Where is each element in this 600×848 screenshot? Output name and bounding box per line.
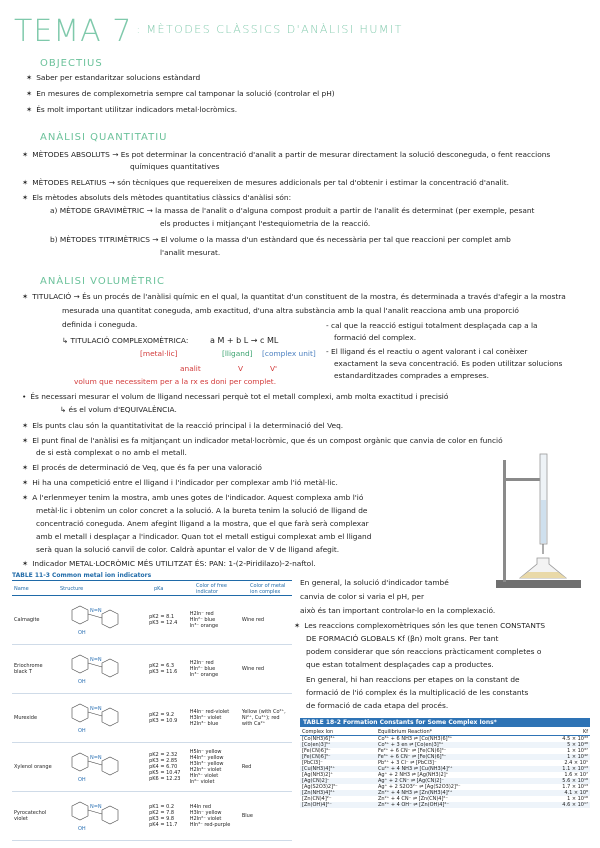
table-cell: [PbCl3]⁻	[302, 760, 323, 766]
note-red: volum que necessitem per a la rx es doni per complet.	[74, 377, 277, 386]
svg-text:N=N: N=N	[90, 657, 103, 663]
text-line: ✶ Hi ha una competició entre el lligand i l'indicador per complexar amb l'ió metàl·lic.	[22, 478, 338, 487]
text-line: definida i coneguda.	[62, 320, 138, 329]
table-cell: Pb²⁺ + 3 Cl⁻ ⇌ [PbCl3]⁻	[378, 760, 437, 766]
table-cell: 1 × 10³⁷	[567, 748, 588, 754]
text-line: En general, la solució d'indicador també	[300, 578, 449, 587]
table-cell: Zn²⁺ + 4 NH3 ⇌ [Zn(NH3)4]²⁺	[378, 790, 453, 796]
svg-text:N=N: N=N	[90, 706, 103, 712]
burette-liquid	[541, 500, 546, 543]
structure-drawing	[56, 698, 147, 738]
table-cell: Yellow (with Co²⁺, Ni²⁺, Cu²⁺); red with Ca²⁺	[241, 709, 286, 727]
text-line: ✶ Els mètodes absoluts dels mètodes quantitatius clàssics d'anàlisi són:	[22, 193, 292, 202]
table-cell: pK1 = 0.2 pK2 = 7.8 pK3 = 9.8 pK4 = 11.7	[149, 804, 178, 828]
page-title	[14, 14, 403, 49]
label-analit: analit	[180, 364, 201, 373]
objectiu-item: ✶ És molt important utilitzar indicadors metal·locròmics.	[26, 105, 238, 114]
table-cell: Ag⁺ + 2 S2O3²⁻ ⇌ [Ag(S2O3)2]³⁻	[378, 784, 461, 790]
text-line: - El lligand és el reactiu o agent valorant i cal conèixer	[326, 347, 528, 356]
text-line: serà quan la solució canviï de color. Caldrà apuntar el valor de V de lligand afegit.	[36, 545, 340, 554]
clamp-arm	[503, 478, 543, 481]
text-line: químiques quantitatives	[130, 162, 220, 171]
table-cell: 5.6 × 10¹⁸	[562, 778, 588, 784]
text-line: • És necessari mesurar el volum de lligand necessari perquè tot el metall complexi, amb molta exactitud i precisió	[22, 392, 449, 401]
text-line: formació de l'ió complex és la multiplicació de les constants	[306, 688, 529, 697]
text-line: els productes i mitjançant l'estequiometria de la reacció.	[160, 219, 371, 228]
text-line: formació del complex.	[334, 333, 417, 342]
table-row	[12, 694, 292, 743]
table-cell: 1 × 10¹⁸	[567, 796, 588, 802]
text-line: DE FORMACIÓ GLOBALS Kf (βn) molt grans. Per tant	[306, 634, 499, 643]
svg-text:OH: OH	[78, 679, 87, 685]
table-cell: H5In⁻ yellow H4In²⁻ yellow H3In³⁻ yellow H2In⁴⁻ violet HIn⁵⁻ violet In⁶⁻ violet	[189, 749, 224, 785]
table-cell: Calmagite	[14, 617, 40, 623]
table-metal-ion-indicators	[12, 572, 292, 838]
text-line: això és tan important controlar-lo en la complexació.	[300, 606, 496, 615]
table-cell: [Ag(CN)2]⁻	[302, 778, 330, 784]
table-cell: [Ag(S2O3)2]³⁻	[302, 784, 338, 790]
svg-text:OH: OH	[78, 728, 87, 734]
table-cell: H4In⁻ red-violet H3In²⁻ violet H2In³⁻ blue	[189, 709, 230, 727]
table-cell: 4.1 × 10⁸	[564, 790, 588, 796]
column-header: Structure	[60, 586, 84, 592]
table-cell: Ag⁺ + 2 NH3 ⇌ [Ag(NH3)2]⁺	[378, 772, 449, 778]
table-cell: [Co(en)3]³⁺	[302, 742, 331, 748]
table-cell: Fe³⁺ + 6 CN⁻ ⇌ [Fe(CN)6]³⁻	[378, 754, 447, 760]
svg-text:OH: OH	[78, 630, 87, 636]
svg-text:N=N: N=N	[90, 608, 103, 614]
text-line: En general, hi han reaccions per etapes on la constant de	[306, 675, 520, 684]
table-row	[12, 645, 292, 694]
table-cell: Fe²⁺ + 6 CN⁻ ⇌ [Fe(CN)6]⁴⁻	[378, 748, 447, 754]
text-line: exactament la seva concentració. Es poden utilitzar solucions	[334, 359, 563, 368]
text-line: concentració coneguda. Anem afegint lligand a la mostra, que el que farà serà complexar	[36, 519, 369, 528]
text-line: ✶ El procés de determinació de Veq, que és fa per una valoració	[22, 463, 262, 472]
table-cell: Xylenol orange	[14, 764, 52, 770]
table-cell: [Co(NH3)6]³⁺	[302, 736, 335, 742]
table-cell: Co³⁺ + 3 en ⇌ [Co(en)3]³⁺	[378, 742, 444, 748]
table-cell: H4In red H3In⁻ yellow H2In²⁻ violet HIn³⁻ red-purple	[189, 804, 231, 828]
text-line: a) MÈTODE GRAVIMÈTRIC → la massa de l'analit o d'alguna compost produit a partir de l'analit és determinat (per exemple, pesant	[50, 206, 535, 215]
column-header: pKa	[154, 586, 164, 592]
svg-text:N=N: N=N	[90, 804, 103, 810]
text-line: ✶ El punt final de l'anàlisi es fa mitjançant un indicador metal·locròmic, que és un compost orgànic que canvia de color en funció	[22, 436, 503, 445]
table-cell: 1.1 × 10¹³	[562, 766, 588, 772]
column-header: Color of metal ion complex	[250, 583, 286, 595]
label-v: V	[238, 364, 244, 373]
text-line: ↳ és el volum d'EQUIVALÈNCIA.	[60, 405, 177, 414]
table-cell: [Zn(OH)4]²⁻	[302, 802, 332, 808]
table-cell: Co³⁺ + 6 NH3 ⇌ [Co(NH3)6]³⁺	[378, 736, 453, 742]
table-cell: Murexide	[14, 715, 38, 721]
section-heading-quantitativa: ANÀLISI QUANTITATIU	[40, 132, 168, 143]
structure-drawing	[56, 747, 147, 787]
label-lligand: [lligand]	[222, 349, 253, 358]
table-cell: 1 × 10⁴²	[567, 754, 588, 760]
table-cell: 5 × 10⁴⁸	[567, 742, 588, 748]
text-line: l'analit mesurat.	[160, 248, 221, 257]
label-metall: [metal·lic]	[140, 349, 178, 358]
table-cell: [Fe(CN)6]³⁻	[302, 754, 331, 760]
table-cell: Eriochrome black T	[14, 663, 43, 675]
table-row	[12, 792, 292, 841]
table-header-row	[12, 583, 292, 596]
text-line: ✶ MÈTODES ABSOLUTS → Es pot determinar la concentració d'analit a partir de mesurar directament la solució desconeguda, o fent reaccions	[22, 150, 551, 159]
column-header: Equilibrium Reaction*	[378, 729, 433, 735]
svg-text:N=N: N=N	[90, 755, 103, 761]
column-header: Name	[14, 586, 29, 592]
text-line: canvia de color si varia el pH, per	[300, 592, 425, 601]
text-line: ✶ Indicador METAL·LOCRÒMIC MÉS UTILITZAT ÉS: PAN: 1-(2-Piridilazo)-2-naftol.	[22, 559, 316, 568]
text-line: ✶ A l'erlenmeyer tenim la mostra, amb unes gotes de l'indicador. Aquest complexa amb l'ió	[22, 493, 364, 502]
table-row	[300, 802, 590, 808]
table-row	[12, 743, 292, 792]
table-cell: pK2 = 8.1 pK3 = 12.4	[149, 614, 178, 626]
column-header: Complex Ion	[302, 729, 334, 735]
structure-drawing	[56, 600, 147, 640]
table-cell: [Zn(NH3)4]²⁺	[302, 790, 335, 796]
text-line: ✶ MÈTODES RELATIUS → són tècniques que requereixen de mesures addicionals per tal d'obtenir i estimar la concentració d'analit.	[22, 178, 509, 187]
structure-drawing	[56, 796, 147, 836]
table-cell: Wine red	[241, 617, 265, 623]
text-line: ✶ Els punts clau són la quantitativitat de la reacció principal i la determinació del Veq.	[22, 421, 344, 430]
title-main: TEMA 7	[14, 14, 133, 49]
reaction-equation: a M + b L → c ML	[210, 336, 279, 345]
column-header: Color of free indicator	[196, 583, 227, 595]
structure-drawing	[56, 649, 147, 689]
table-cell: 2.4 × 10¹	[564, 760, 588, 766]
text-line: mesurada una quantitat coneguda, amb exactitud, d'una altra substància amb la qual l'analit reacciona amb una proporció	[62, 306, 519, 315]
svg-text:OH: OH	[78, 826, 87, 832]
text-line: estandarditzades comprades a empreses.	[334, 371, 489, 380]
column-header: Kf	[582, 729, 588, 735]
table-cell: H2In⁻ red HIn²⁻ blue In³⁻ orange	[189, 611, 219, 629]
table-cell: [Fe(CN)6]⁴⁻	[302, 748, 331, 754]
table-cell: 1.7 × 10¹³	[562, 784, 588, 790]
table-cell: [Ag(NH3)2]⁺	[302, 772, 333, 778]
objectiu-item: ✶ Saber per estandaritzar solucions estàndard	[26, 73, 201, 82]
text-line: b) MÈTODES TITRIMÈTRICS → El volume o la massa d'un estàndard que és necessària per tal que reaccioni per complet amb	[50, 235, 511, 244]
table-cell: Red	[241, 764, 252, 770]
table-cell: 4.5 × 10³³	[562, 736, 588, 742]
text-line: ✶ Les reaccions complexomètriques són les que tenen CONSTANTS	[294, 621, 546, 630]
text-line: metàl·lic i obtenim un color concret a la solució. A la bureta tenim la solució de lligand de	[36, 506, 368, 515]
table-cell: pK2 = 6.3 pK3 = 11.6	[149, 663, 178, 675]
section-heading-objectius: OBJECTIUS	[40, 58, 103, 69]
label-v-prime: V'	[270, 364, 278, 373]
table-cell: 4.6 × 10¹⁷	[562, 802, 588, 808]
table-cell: H2In⁻ red HIn²⁻ blue In³⁻ orange	[189, 660, 219, 678]
table-cell: Cu²⁺ + 4 NH3 ⇌ [Cu(NH3)4]²⁺	[378, 766, 453, 772]
table-cell: pK2 = 2.32 pK3 = 2.85 pK4 = 6.70 pK5 = 10.47 pK6 = 12.23	[149, 752, 181, 782]
text-line: ↳ TITULACIÓ COMPLEXOMÈTRICA:	[62, 336, 189, 345]
table-cell: [Cu(NH3)4]²⁺	[302, 766, 335, 772]
table-cell: 1.6 × 10⁷	[564, 772, 588, 778]
table-row	[12, 596, 292, 645]
table-formation-constants	[300, 718, 590, 840]
table-cell: pK2 = 9.2 pK3 = 10.9	[149, 712, 178, 724]
table-caption: TABLE 18-2 Formation Constants for Some Complex Ions*	[300, 718, 590, 727]
table-cell: Pyrocatechol violet	[14, 810, 47, 822]
section-heading-volumetric: ANÀLISI VOLUMÈTRIC	[40, 276, 166, 287]
text-line: de formació de cada etapa del procés.	[306, 701, 449, 710]
table-cell: Zn²⁺ + 4 CN⁻ ⇌ [Zn(CN)4]²⁻	[378, 796, 449, 802]
table	[300, 729, 590, 808]
table-cell: Wine red	[241, 666, 265, 672]
text-line: - cal que la reacció estigui totalment desplaçada cap a la	[326, 321, 538, 330]
label-complex: [complex unit]	[262, 349, 316, 358]
table-caption: TABLE 11-3 Common metal ion indicators	[12, 572, 292, 581]
table	[12, 583, 292, 596]
table-cell: Blue	[241, 813, 253, 819]
text-line: de si està complexat o no amb el metall.	[36, 448, 187, 457]
text-line: amb el metall i desplaçar a l'indicador. Quan tot el metall estigui complexat amb el lligand	[36, 532, 372, 541]
text-line: que estan totalment desplaçades cap a productes.	[306, 660, 494, 669]
text-line: podem considerar que són reaccions pràcticament completes o	[306, 647, 542, 656]
title-subtitle: : MÈTODES CLÀSSICS D'ANÀLISI HUMIT	[136, 23, 403, 36]
objectiu-item: ✶ En mesures de complexometria sempre cal tamponar la solució (controlar el pH)	[26, 89, 335, 98]
table-cell: Ag⁺ + 2 CN⁻ ⇌ [Ag(CN)2]⁻	[378, 778, 445, 784]
text-line: ✶ TITULACIÓ → És un procés de l'anàlisi químic en el qual, la quantitat d'un constituent de la mostra, és determinada a través d'afegir a la mostra	[22, 292, 566, 301]
svg-text:OH: OH	[78, 777, 87, 783]
table-cell: Zn²⁺ + 4 OH⁻ ⇌ [Zn(OH)4]²⁻	[378, 802, 449, 808]
table-cell: [Zn(CN)4]²⁻	[302, 796, 332, 802]
